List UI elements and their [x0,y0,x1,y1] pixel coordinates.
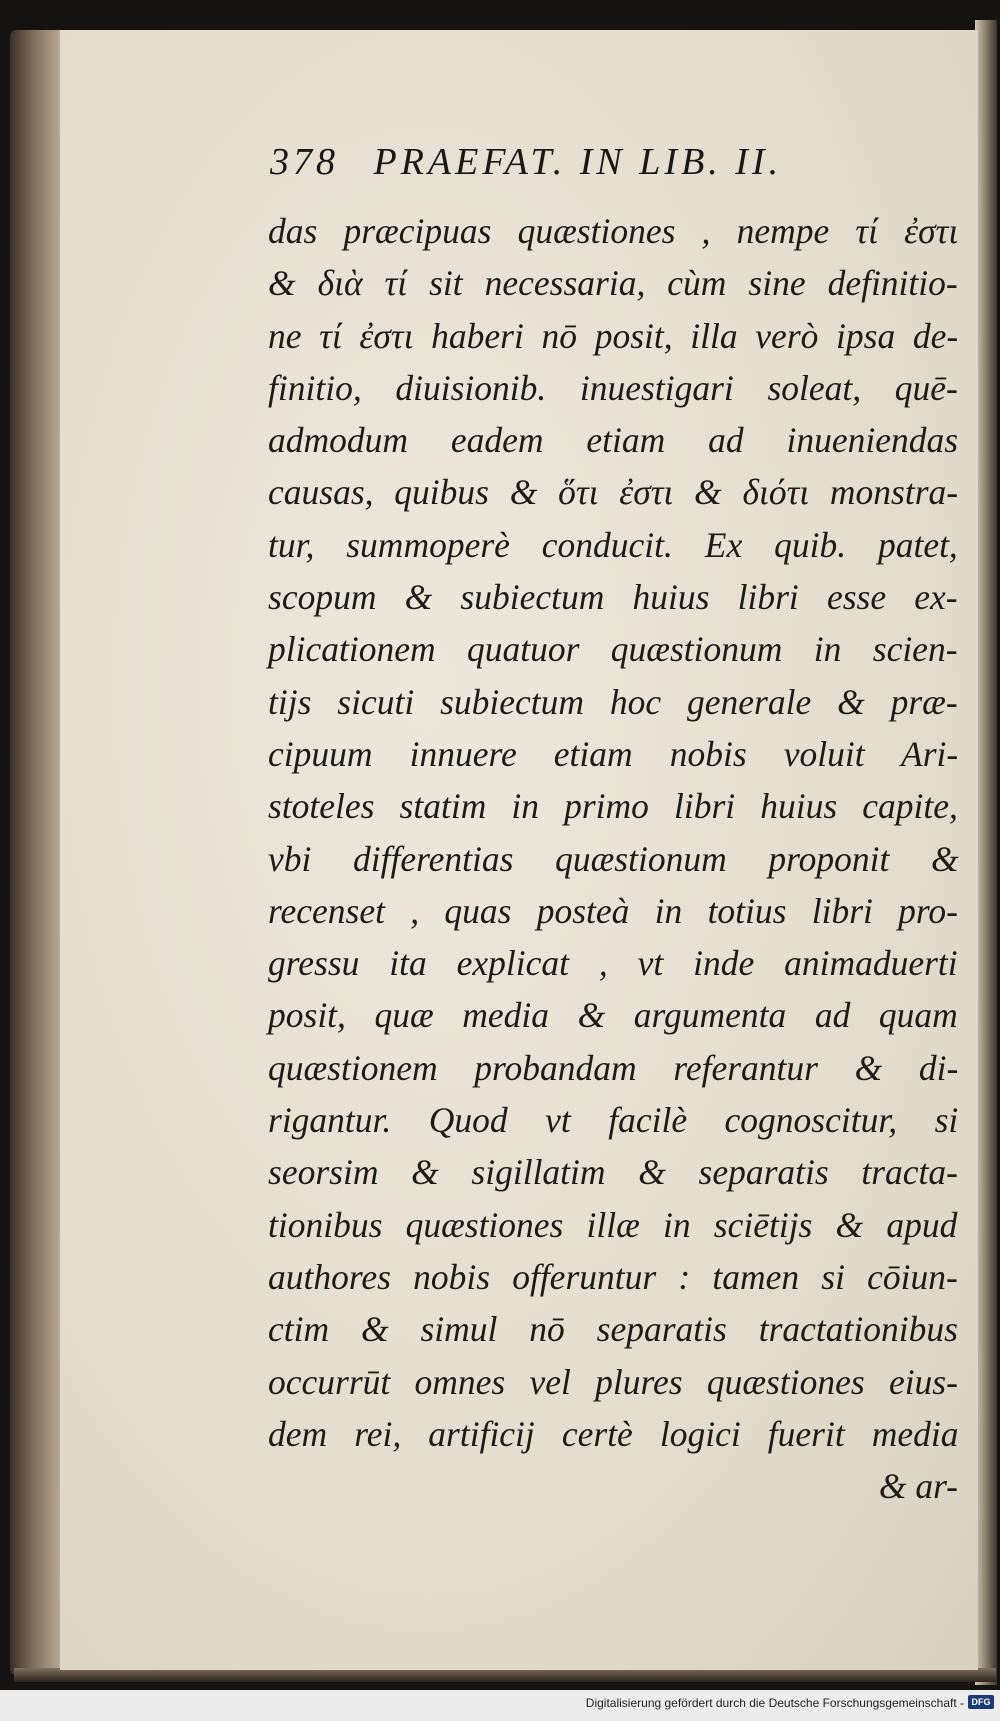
text-line: recenset , quas posteà in totius libri pro- [268,890,958,931]
text-line: gressu ita explicat , vt inde animaduerti [268,943,958,984]
text-line: tijs sicuti subiectum hoc generale & præ- [268,681,958,722]
text-line: occurrūt omnes vel plures quæstiones eius- [268,1361,958,1402]
text-line: finitio, diuisionib. inuestigari soleat, quē- [268,367,958,408]
text-line: quæstionem probandam referantur & di- [268,1047,959,1088]
text-line: & διὰ τί sit necessaria, cùm sine definitio- [268,263,958,304]
text-line: ne τί ἐστι haberi nō posit, illa verò ipsa de- [268,315,959,356]
page-number: 378 [270,141,339,183]
text-line: seorsim & sigillatim & separatis tracta- [268,1152,958,1193]
text-line: plicationem quatuor quæstionum in scien- [268,629,958,670]
book-edge-bottom [14,1668,996,1682]
text-line: authores nobis offeruntur : tamen si cōiun- [268,1256,958,1297]
text-line: das præcipuas quæstiones , nempe τί ἐστι [268,211,959,251]
book-edge-right [975,20,997,1685]
text-line: causas, quibus & ὅτι ἐστι & διότι monstra- [268,472,959,513]
text-line: vbi differentias quæstionum proponit & [268,838,959,879]
body-text [268,205,968,1512]
text-line: cipuum innuere etiam nobis voluit Ari- [268,733,959,774]
text-line: scopum & subiectum huius libri esse ex- [268,577,958,618]
text-line: posit, quæ media & argumenta ad quam [268,995,958,1036]
page-header [270,140,930,190]
text-line: dem rei, artificij certè logici fuerit media [268,1413,959,1454]
dfg-logo: DFG [968,1695,994,1709]
text-line: stoteles statim in primo libri huius capite, [268,786,958,827]
text-line: rigantur. Quod vt facilè cognoscitur, si [268,1100,959,1141]
catchword: & ar- [878,1466,958,1507]
funding-credit: Digitalisierung gefördert durch die Deutsche Forschungsgemeinschaft - [585,1696,964,1710]
text-line: ctim & simul nō separatis tractationibus [268,1309,958,1350]
footer-bar [0,1690,1000,1721]
text-line: tionibus quæstiones illæ in sciētijs & apud [268,1204,958,1245]
text-line: admodum eadem etiam ad inueniendas [268,420,959,461]
running-head: PRAEFAT. IN LIB. II. [373,141,783,183]
text-line: tur, summoperè conducit. Ex quib. patet, [268,524,958,565]
